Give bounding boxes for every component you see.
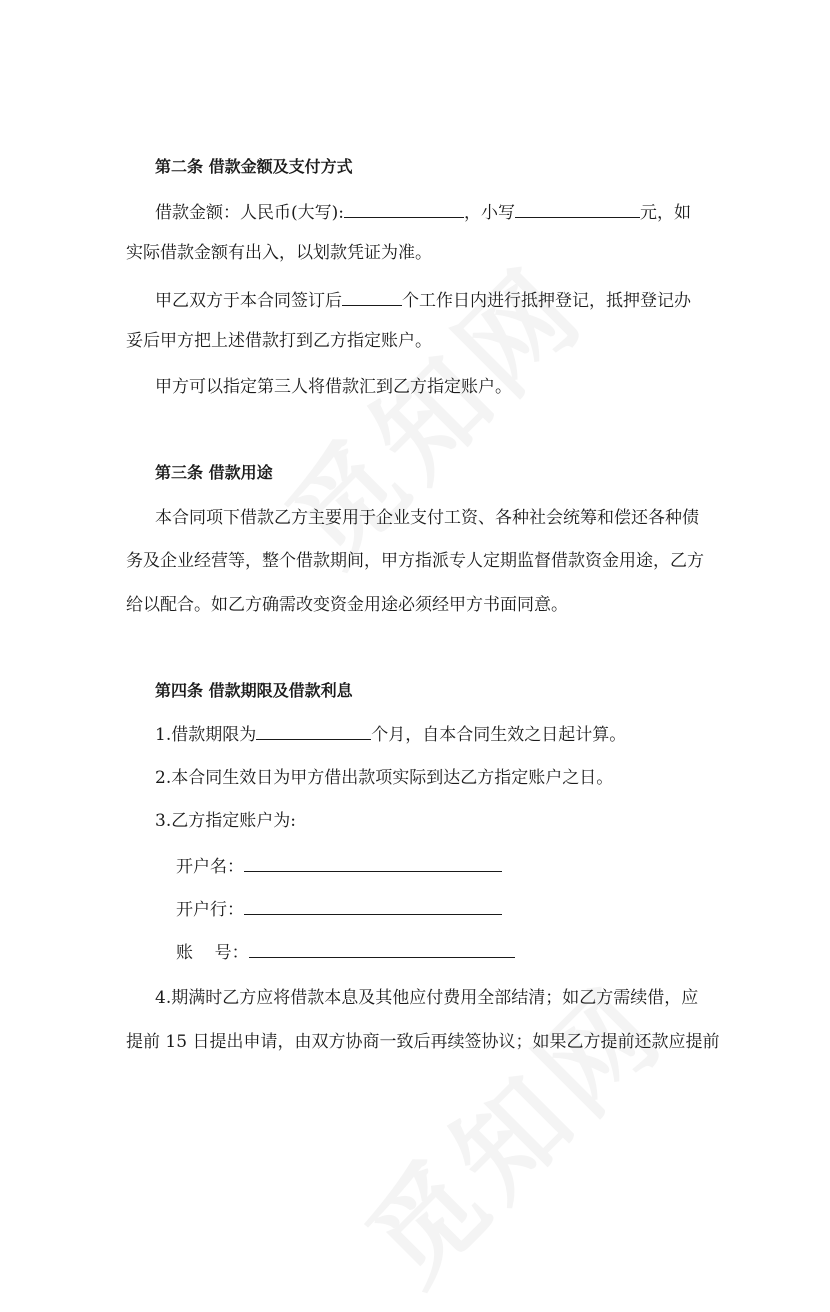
- account-intro: 3.乙方指定账户为:: [155, 811, 296, 831]
- amount-mid: ，小写: [464, 203, 515, 223]
- watermark: [247, 226, 613, 592]
- third-party-line: 甲方可以指定第三人将借款汇到乙方指定账户。: [155, 377, 512, 397]
- pledge-line2: 妥后甲方把上述借款打到乙方指定账户。: [126, 331, 432, 351]
- account-name-blank[interactable]: [244, 855, 502, 872]
- pledge-suffix: 个工作日内进行抵押登记，抵押登记办: [402, 291, 691, 311]
- amount-line: [155, 201, 691, 224]
- article4-heading: 第四条 借款期限及借款利息: [155, 681, 353, 700]
- item4-line1: 4.期满时乙方应将借款本息及其他应付费用全部结清；如乙方需续借，应: [155, 988, 699, 1008]
- term-months-blank[interactable]: [256, 723, 371, 740]
- amount-figures-blank[interactable]: [515, 201, 640, 218]
- term-suffix: 个月，自本合同生效之日起计算。: [371, 725, 627, 745]
- bank-blank[interactable]: [244, 898, 502, 915]
- bank-label: 开户行：: [176, 900, 244, 920]
- account-name-label: 开户名：: [176, 857, 244, 877]
- amount-words-blank[interactable]: [344, 201, 464, 218]
- amount-prefix: 借款金额：人民币(大写):: [155, 203, 344, 223]
- article3-line1: 本合同项下借款乙方主要用于企业支付工资、各种社会统筹和偿还各种债: [155, 508, 699, 528]
- account-name-line: [176, 855, 502, 878]
- article2-heading: 第二条 借款金额及支付方式: [155, 157, 353, 176]
- amount-line2: 实际借款金额有出入，以划款凭证为准。: [126, 243, 432, 263]
- pledge-days-blank[interactable]: [342, 289, 402, 306]
- pledge-line: [155, 289, 691, 312]
- amount-suffix: 元，如: [640, 203, 691, 223]
- bank-line: [176, 898, 502, 921]
- term-prefix: 1.借款期限为: [155, 725, 257, 745]
- article3-line2: 务及企业经营等，整个借款期间，甲方指派专人定期监督借款资金用途，乙方: [126, 551, 704, 571]
- account-number-blank[interactable]: [249, 941, 515, 958]
- article3-heading: 第三条 借款用途: [155, 463, 273, 482]
- item4-line2: 提前 15 日提出申请，由双方协商一致后再续签协议；如果乙方提前还款应提前: [126, 1032, 720, 1052]
- article3-line3: 给以配合。如乙方确需改变资金用途必须经甲方书面同意。: [126, 595, 568, 615]
- term-line: [155, 723, 626, 746]
- pledge-prefix: 甲乙双方于本合同签订后: [155, 291, 342, 311]
- effective-line: 2.本合同生效日为甲方借出款项实际到达乙方指定账户之日。: [155, 768, 614, 788]
- account-number-label: 账 号：: [176, 943, 249, 963]
- account-number-line: [176, 941, 515, 964]
